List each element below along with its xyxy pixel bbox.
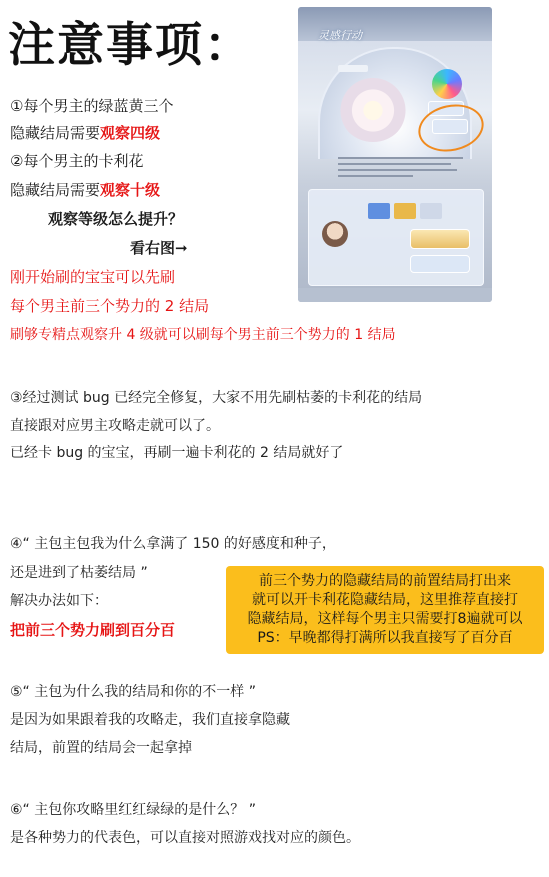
note-line-4-highlight: 观察十级 xyxy=(100,181,161,199)
red-line-2: 每个男主前三个势力的 2 结局 xyxy=(10,297,210,315)
yellow-tip-box xyxy=(226,566,544,654)
note-line-4 xyxy=(10,180,160,200)
section-6-line-1: ⑥“ 主包你攻略里红红绿绿的是什么？ ” xyxy=(10,802,256,818)
secondary-button xyxy=(410,255,470,273)
red-line-3: 刷够专精点观察升 4 级就可以刷每个男主前三个势力的 1 结局 xyxy=(10,327,396,343)
screenshot-game-title: 灵感行动 xyxy=(318,29,362,42)
section-6-line-2: 是各种势力的代表色，可以直接对照游戏找对应的颜色。 xyxy=(10,830,360,846)
note-line-2 xyxy=(10,123,160,143)
screenshot-text-block xyxy=(338,157,463,181)
section-5-line-2: 是因为如果跟着我的攻略走，我们直接拿隐藏 xyxy=(10,712,290,728)
section-3-line-3: 已经卡 bug 的宝宝，再刷一遍卡利花的 2 结局就好了 xyxy=(10,445,344,461)
item-card-icon xyxy=(420,203,442,219)
color-orb-icon xyxy=(432,69,462,99)
section-4-line-3: 解决办法如下： xyxy=(10,593,108,609)
page-title: 注意事项： xyxy=(8,18,253,73)
red-line-1: 刚开始刷的宝宝可以先刷 xyxy=(10,268,176,286)
section-4-line-2: 还是进到了枯萎结局 ” xyxy=(10,565,148,581)
character-avatar xyxy=(322,221,348,247)
section-4-solution: 把前三个势力刷到百分百 xyxy=(10,621,176,639)
section-5-line-1: ⑤“ 主包为什么我的结局和你的不一样 ” xyxy=(10,684,256,700)
note-line-2-text: 隐藏结局需要 xyxy=(10,124,101,142)
game-screenshot xyxy=(298,7,492,302)
tip-line-3: 隐藏结局，这样每个男主只需要打8遍就可以 xyxy=(247,611,523,627)
item-card-icon xyxy=(394,203,416,219)
tip-line-2: 就可以开卡利花隐藏结局，这里推荐直接打 xyxy=(252,592,518,608)
screenshot-badge xyxy=(338,65,368,72)
see-right-image: 看右图➞ xyxy=(130,239,188,257)
section-4-line-1: ④“ 主包主包我为什么拿满了 150 的好感度和种子， xyxy=(10,536,336,552)
section-3-line-2: 直接跟对应男主攻略走就可以了。 xyxy=(10,418,220,434)
observe-level-question: 观察等级怎么提升？ xyxy=(48,210,184,228)
note-line-4-text: 隐藏结局需要 xyxy=(10,181,101,199)
tip-line-1: 前三个势力的隐藏结局的前置结局打出来 xyxy=(259,573,511,589)
note-line-3: ②每个男主的卡利花 xyxy=(10,152,144,170)
section-5-line-3: 结局，前置的结局会一起拿掉 xyxy=(10,740,192,756)
continue-button xyxy=(410,229,470,249)
flower-image xyxy=(338,72,408,142)
note-line-2-highlight: 观察四级 xyxy=(100,124,161,142)
note-line-1: ①每个男主的绿蓝黄三个 xyxy=(10,97,174,115)
section-3-line-1: ③经过测试 bug 已经完全修复，大家不用先刷枯萎的卡利花的结局 xyxy=(10,390,423,406)
item-card-icon xyxy=(368,203,390,219)
tip-line-4: PS：早晚都得打满所以我直接写了百分百 xyxy=(257,630,513,646)
screenshot-bottom-bar xyxy=(298,288,492,302)
